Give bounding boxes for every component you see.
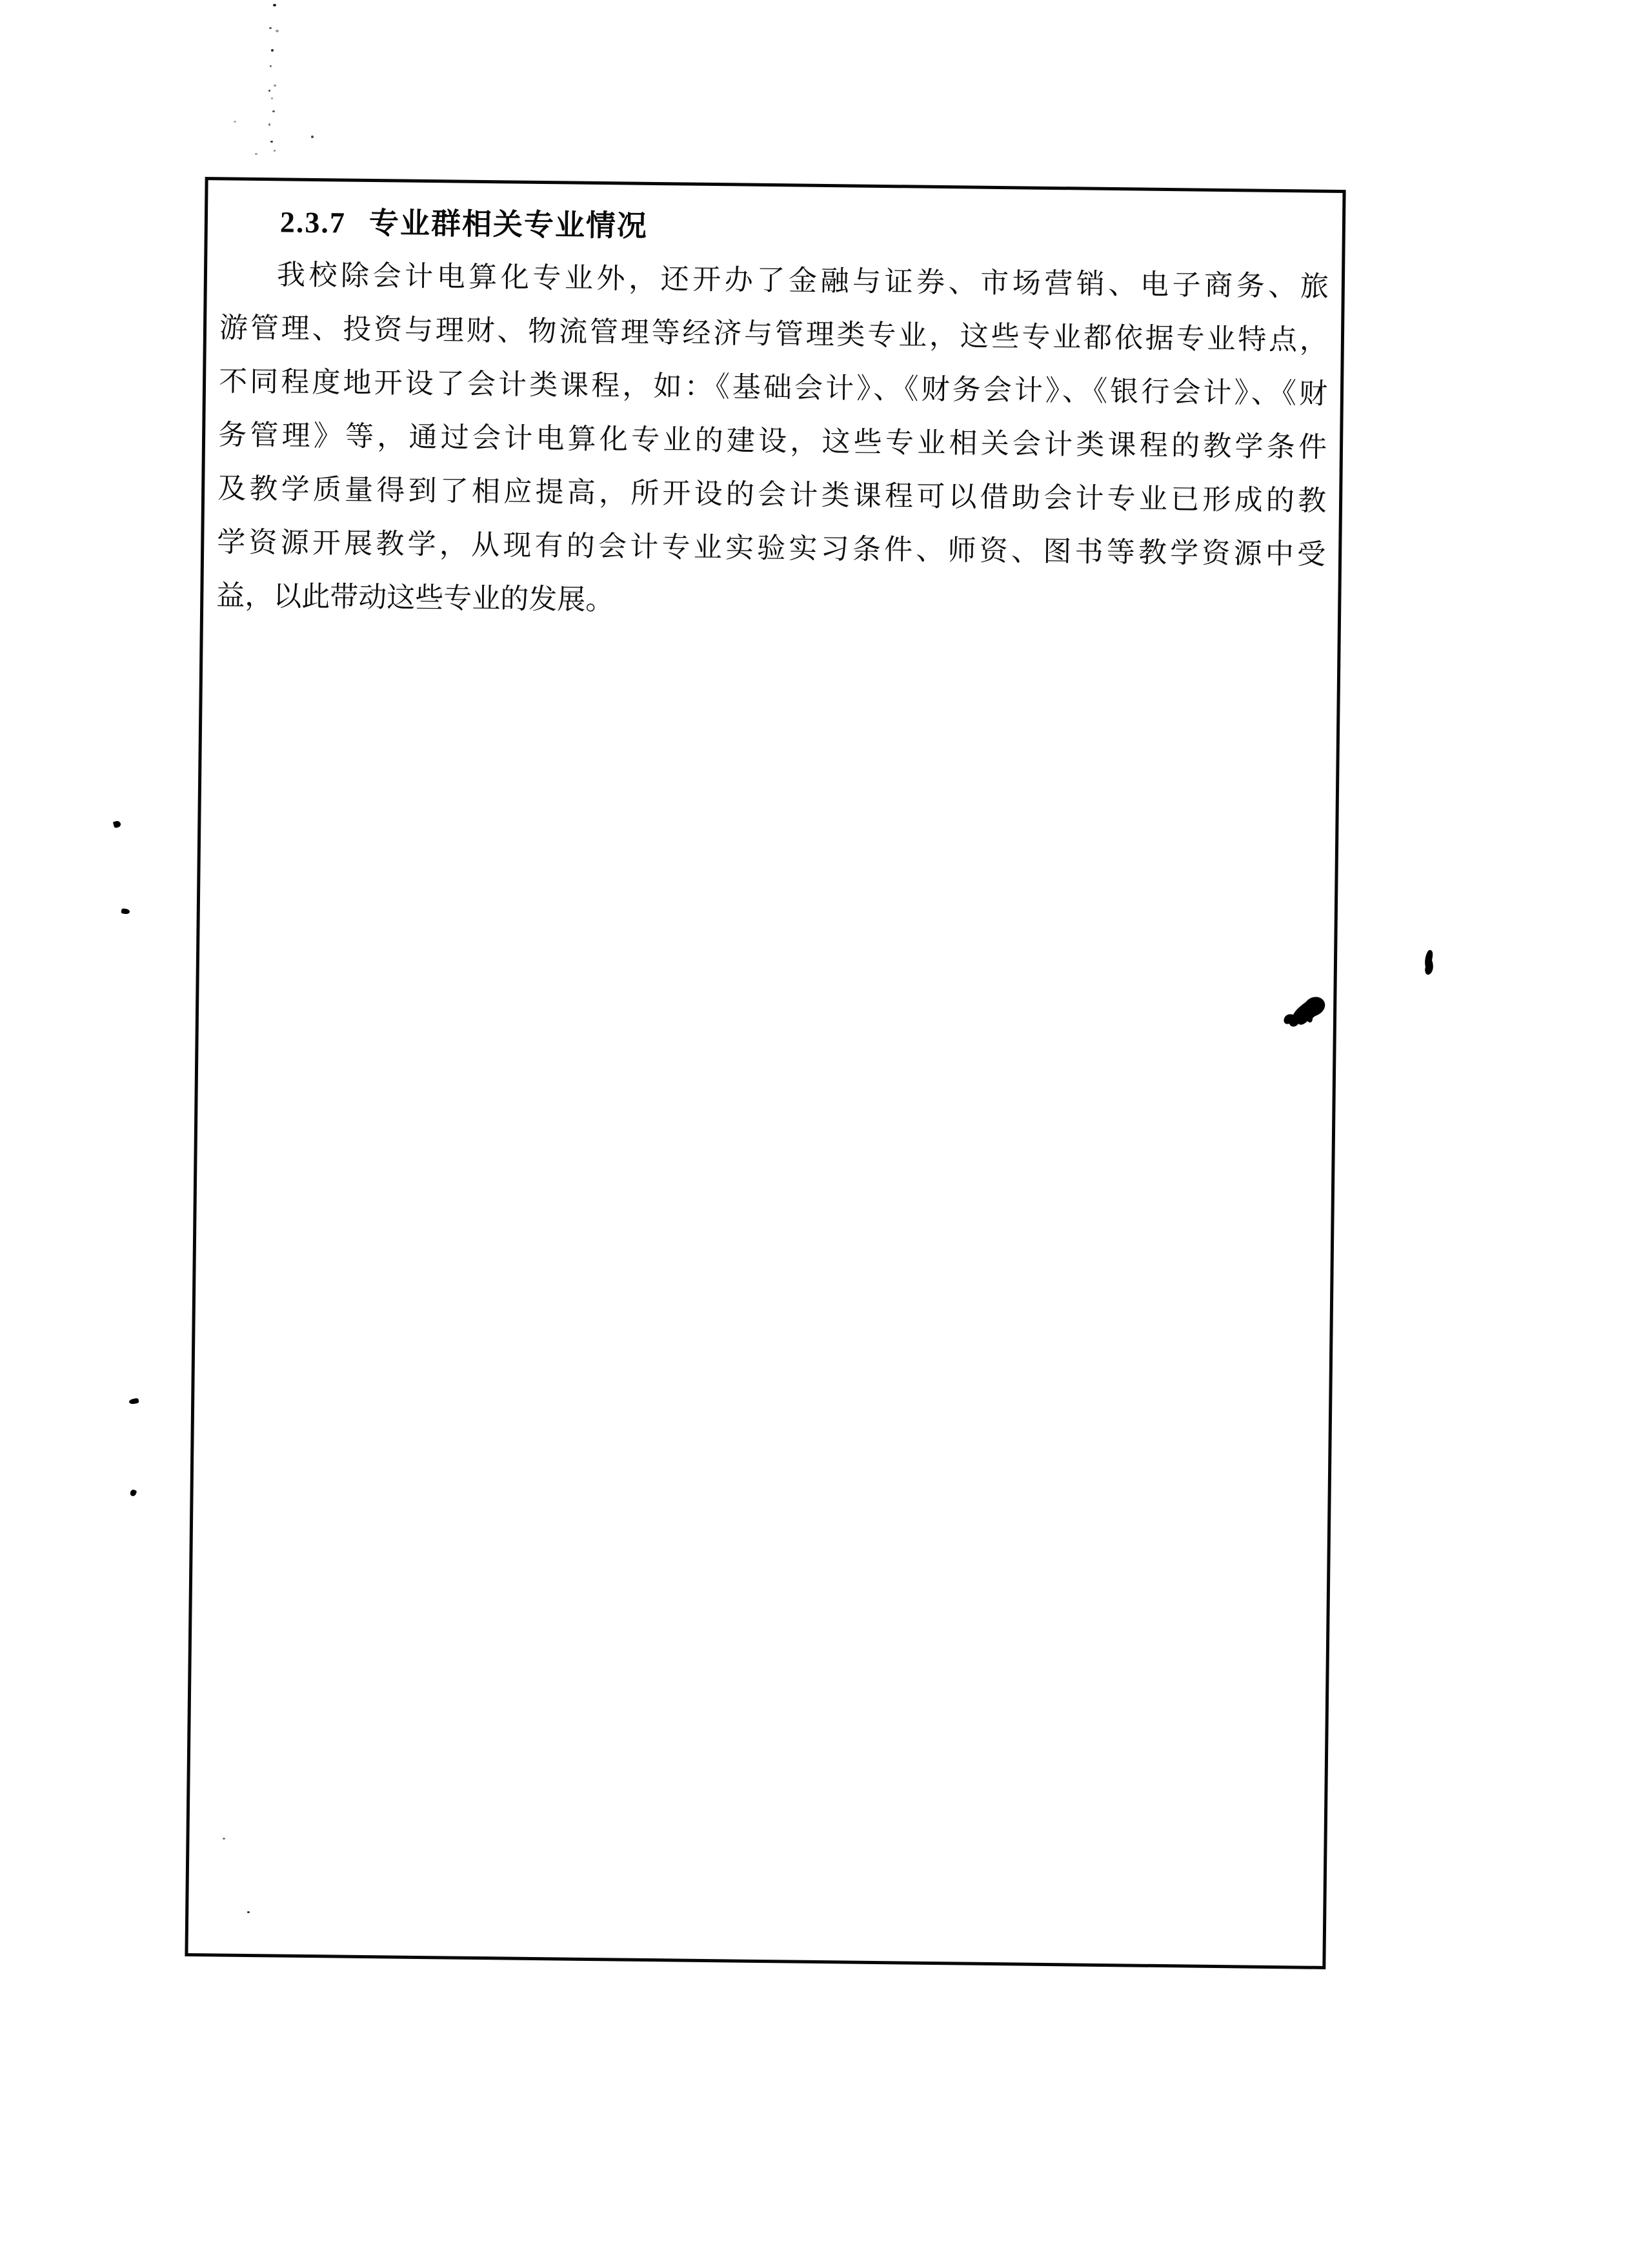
paragraph-line: 益，以此带动这些专业的发展。	[216, 580, 614, 616]
ink-dot	[121, 908, 130, 915]
scan-speck	[270, 141, 273, 143]
paragraph-line: 务管理》等，通过会计电算化专业的建设，这些专业相关会计类课程的教学条件	[217, 419, 1327, 463]
ink-blot-large	[1283, 994, 1328, 1031]
scan-speck	[276, 30, 279, 32]
scan-speck	[272, 110, 275, 112]
scan-speck	[274, 85, 276, 86]
paragraph-line: 及教学质量得到了相应提高，所开设的会计类课程可以借助会计专业已形成的教	[217, 472, 1327, 517]
scan-speck	[311, 136, 314, 138]
ink-dot	[128, 1398, 139, 1405]
paragraph-line: 学资源开展教学，从现有的会计专业实验实习条件、师资、图书等教学资源中受	[217, 526, 1326, 571]
section-title: 专业群相关专业情况	[368, 206, 649, 243]
section-number: 2.3.7	[279, 205, 347, 239]
scan-speck	[274, 150, 276, 152]
scan-speck	[270, 65, 272, 67]
scan-speck	[271, 97, 273, 99]
scan-speck	[269, 27, 272, 29]
scan-speck	[247, 1911, 250, 1913]
scan-speck	[223, 1838, 225, 1840]
paragraph-line: 不同程度地开设了会计类课程，如：《基础会计》、《财务会计》、《银行会计》、《财	[218, 365, 1328, 410]
paragraph-line: 我校除会计电算化专业外，还开办了金融与证券、市场营销、电子商务、旅	[276, 259, 1329, 303]
scan-speck	[268, 123, 270, 126]
ink-dot	[113, 820, 121, 829]
scan-speck	[273, 4, 276, 6]
content-border-box	[185, 177, 1345, 1969]
scan-speck	[271, 49, 274, 52]
paragraph-line: 游管理、投资与理财、物流管理等经济与管理类专业，这些专业都依据专业特点，	[219, 312, 1329, 356]
ink-dot	[130, 1489, 137, 1497]
scan-speck	[255, 153, 257, 155]
ink-blot-small	[1423, 949, 1436, 977]
body-paragraph	[216, 247, 1329, 634]
scan-speck	[234, 121, 236, 123]
scan-speck	[268, 90, 270, 92]
